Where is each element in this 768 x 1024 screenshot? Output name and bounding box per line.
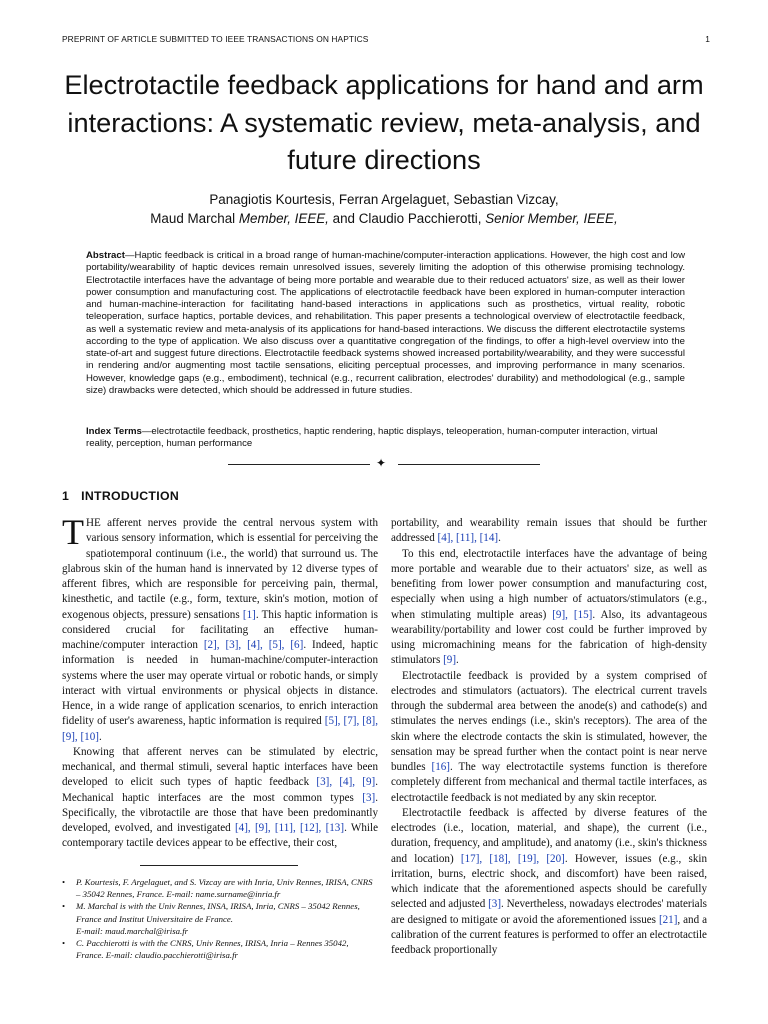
paragraph-text: . However, issues (e.g., skin irritation, burns, electric shock, and discomfort) have been raised, which indicate that the aforementioned aspects should be carefully selected and adjusted bbox=[391, 852, 707, 911]
paragraph bbox=[391, 516, 707, 547]
right-column bbox=[391, 516, 707, 958]
paragraph-text: Electrotactile feedback is affected by diverse features of the electrodes (i.e., location, material, and shape), the current (i.e., duration, frequency, and amplitude), and anatomy (i.e., skin's thickness and location) bbox=[391, 806, 707, 865]
index-terms-text: —electrotactile feedback, prosthetics, haptic rendering, haptic displays, teleoperation, human-computer interaction, virtual reality, perception, human performance bbox=[86, 426, 658, 450]
abstract bbox=[86, 250, 685, 397]
footnote-item: • C. Pacchierotti is with the CNRS, Univ Rennes, IRISA, Inria – Rennes 35042, France. E-mail: claudio.pacchierotti@irisa.fr bbox=[76, 937, 378, 961]
citation-link[interactable]: [2], [3], [4], [5], [6] bbox=[203, 639, 304, 651]
author-role: Senior Member, IEEE, bbox=[485, 211, 618, 226]
citation-link[interactable]: [9], [15] bbox=[552, 608, 593, 621]
footnote-text: M. Marchal is with the Univ Rennes, INSA, IRISA, Inria, CNRS – 35042 Rennes, France and Institut Universitaire de France. bbox=[76, 901, 360, 924]
paragraph-text: . Mechanical haptic interfaces are the most common types bbox=[62, 776, 378, 804]
paragraph-text: . bbox=[456, 654, 459, 667]
citation-link[interactable]: [4], [11], [14] bbox=[437, 532, 499, 545]
abstract-text: —Haptic feedback is critical in a broad range of human-machine/computer-interaction applications. However, the high cost and low portability/wearability of haptic devices remain unresolved issues, severely limiting the adoption of this otherwise promising technology. Electrotactile interfaces have the advantage of being more portable and wearable due to their reduced actuators' size, as well as their lower power consumption and manufacturing cost. The applications of electrotactile feedback have been explored in human-computer interaction and human-machine-interaction for facilitating hand-based interactions in applications such as prosthetics, virtual reality, robotic teleoperation, surface haptics, portable devices, and rehabilitation. This paper presents a technological overview of electrotactile feedback, as well a systematic review and meta-analysis of its applications for hand-based interactions. We discuss the different electrotactile systems according to the type of application. We also discuss over a quantitative congregation of the findings, to offer a high-level overview into the state-of-art and suggest future directions. Electrotactile feedback systems showed increased portability/wearability, and they were successful in rendering and/or augmenting most tactile sensations, eliciting perceptual processes, and improving performance in many scenarios. However, knowledge gaps (e.g., embodiment), technical (e.g., recurrent calibration, electrodes' durability) and methodological (e.g., sample size) drawbacks were detected, which should be addressed in future studies. bbox=[86, 250, 685, 396]
paragraph bbox=[62, 745, 378, 852]
paragraph-text: Knowing that afferent nerves can be stimulated by electric, mechanical, and thermal stimuli, several haptic interfaces have been developed to elicit such types of haptic feedback bbox=[62, 745, 378, 789]
author-name: and Claudio Pacchierotti, bbox=[328, 211, 482, 226]
author-list bbox=[40, 190, 728, 228]
paragraph-text: portability, and wearability remain issues that should be further addressed bbox=[391, 517, 707, 545]
citation-link[interactable]: [21] bbox=[658, 913, 678, 926]
section-divider-left bbox=[228, 464, 370, 465]
running-head bbox=[62, 34, 710, 44]
paragraph bbox=[391, 547, 707, 669]
citation-link[interactable]: [9] bbox=[443, 654, 457, 667]
page-number: 1 bbox=[705, 34, 710, 44]
paragraph-text: To this end, electrotactile interfaces have the advantage of being more portable and wearable due to their actuators' size, as well as benefiting from lower power consumption and manufacturing cost, especially when using a high number of actuators/stimulators (e.g., when stimulating multiple areas) bbox=[391, 547, 707, 621]
paragraph-text: . Nevertheless, nowadays electrodes' materials are designed to mitigate or avoid the aforementioned issues bbox=[391, 898, 707, 926]
running-head-text: PREPRINT OF ARTICLE SUBMITTED TO IEEE TRANSACTIONS ON HAPTICS bbox=[62, 34, 369, 44]
author-line-1: Panagiotis Kourtesis, Ferran Argelaguet, Sebastian Vizcay, bbox=[209, 192, 559, 207]
footnote-item: • P. Kourtesis, F. Argelaguet, and S. Vizcay are with Inria, Univ Rennes, IRISA, CNRS – 35042 Rennes, France. E-mail: name.surname@inria.fr bbox=[76, 876, 378, 900]
divider-ornament-icon: ✦ bbox=[376, 456, 387, 470]
paragraph-text: . bbox=[98, 730, 102, 743]
paragraph-text: Electrotactile feedback is provided by a system comprised of electrodes and stimulators (actuators). The electrical current travels through the subdermal area between the anode(s) and cathode(s) and stimulates the nerves endings (i.e., skin's receptors). The area of the skin where the electrode contacts the skin is stimulated, however, the sensation may be spread further when the contact point is near nerve bundles bbox=[391, 669, 707, 773]
citation-link[interactable]: [16] bbox=[431, 761, 450, 773]
paragraph bbox=[391, 806, 707, 959]
index-terms bbox=[86, 426, 685, 451]
citation-link[interactable]: [4], [9], [11], [12], [13] bbox=[234, 822, 345, 834]
left-column bbox=[62, 512, 379, 852]
citation-link[interactable]: [3] bbox=[362, 791, 376, 804]
footnotes bbox=[62, 876, 378, 961]
section-title: INTRODUCTION bbox=[81, 489, 180, 503]
paragraph-text: . bbox=[498, 532, 501, 545]
drop-cap: T bbox=[62, 512, 84, 552]
paragraph-text: . While contemporary tactile devices appear to be effective, their cost, bbox=[62, 822, 379, 850]
author-line-2 bbox=[40, 209, 728, 228]
paragraph-text: , and a calibration of the current features is performed to offer an electrotactile feedback proportionally bbox=[391, 913, 708, 956]
citation-link[interactable]: [3] bbox=[488, 898, 502, 911]
footnote-rule bbox=[140, 865, 298, 866]
section-divider-right bbox=[398, 464, 540, 465]
citation-link[interactable]: [3], [4], [9] bbox=[316, 776, 376, 789]
paragraph-text: . Specifically, the vibrotactile are those that have been predominantly developed, evolved, and investigated bbox=[62, 791, 378, 834]
footnote-email: E-mail: maud.marchal@irisa.fr bbox=[76, 925, 189, 936]
paragraph-text: . Also, its advantageous wearability/portability and lower cost could be further improved by using micromachining means for the fabrication of high-density stimulators bbox=[391, 608, 708, 667]
citation-link[interactable]: [5], [7], [8], [9], [10] bbox=[62, 715, 378, 743]
section-number: 1 bbox=[62, 489, 70, 503]
section-heading bbox=[62, 489, 179, 503]
paragraph-text: . This haptic information is considered crucial for facilitating an effective human-machine/computer interaction bbox=[62, 608, 378, 651]
author-role: Member, IEEE, bbox=[238, 211, 329, 226]
paragraph-text: . The way electrotactile systems function is therefore completely different from mechanical and thermal tactile interfaces, as electrotactile feedback is not mediated by any skin receptor. bbox=[391, 761, 707, 804]
abstract-label: Abstract bbox=[86, 250, 125, 261]
paragraph bbox=[391, 669, 707, 806]
footnote-item bbox=[76, 900, 378, 937]
paragraph-text: . Indeed, haptic information is needed in human-machine/computer-interaction systems where the user may operate virtual or robotic hands, or simply interact with virtual environments or physical objects in distance. Hence, in a wide range of application scenarios, to enrich interaction fidelity of user's awareness, haptic information is required bbox=[62, 639, 378, 728]
paragraph-text: HE afferent nerves provide the central nervous system with various sensory information, which is essential for perceiving the spatiotemporal continuum (i.e., the world) that surround us. The glabrous skin of the human hand is innervated by 12 diverse types of afferent fibres, which are responsible for perceiving pain, thermal, kinesthetic, and tactile (e.g., form, texture, skin's motion, motion of exogenous objects, pressure) sensations bbox=[62, 517, 378, 621]
citation-link[interactable]: [17], [18], [19], [20] bbox=[460, 852, 565, 865]
index-terms-label: Index Terms bbox=[86, 426, 142, 437]
author-name: Maud Marchal bbox=[150, 211, 236, 226]
citation-link[interactable]: [1] bbox=[242, 608, 256, 621]
paper-title: Electrotactile feedback applications for hand and arm interactions: A systematic review, meta-analysis, and future directions bbox=[64, 69, 704, 175]
paragraph bbox=[62, 512, 378, 745]
